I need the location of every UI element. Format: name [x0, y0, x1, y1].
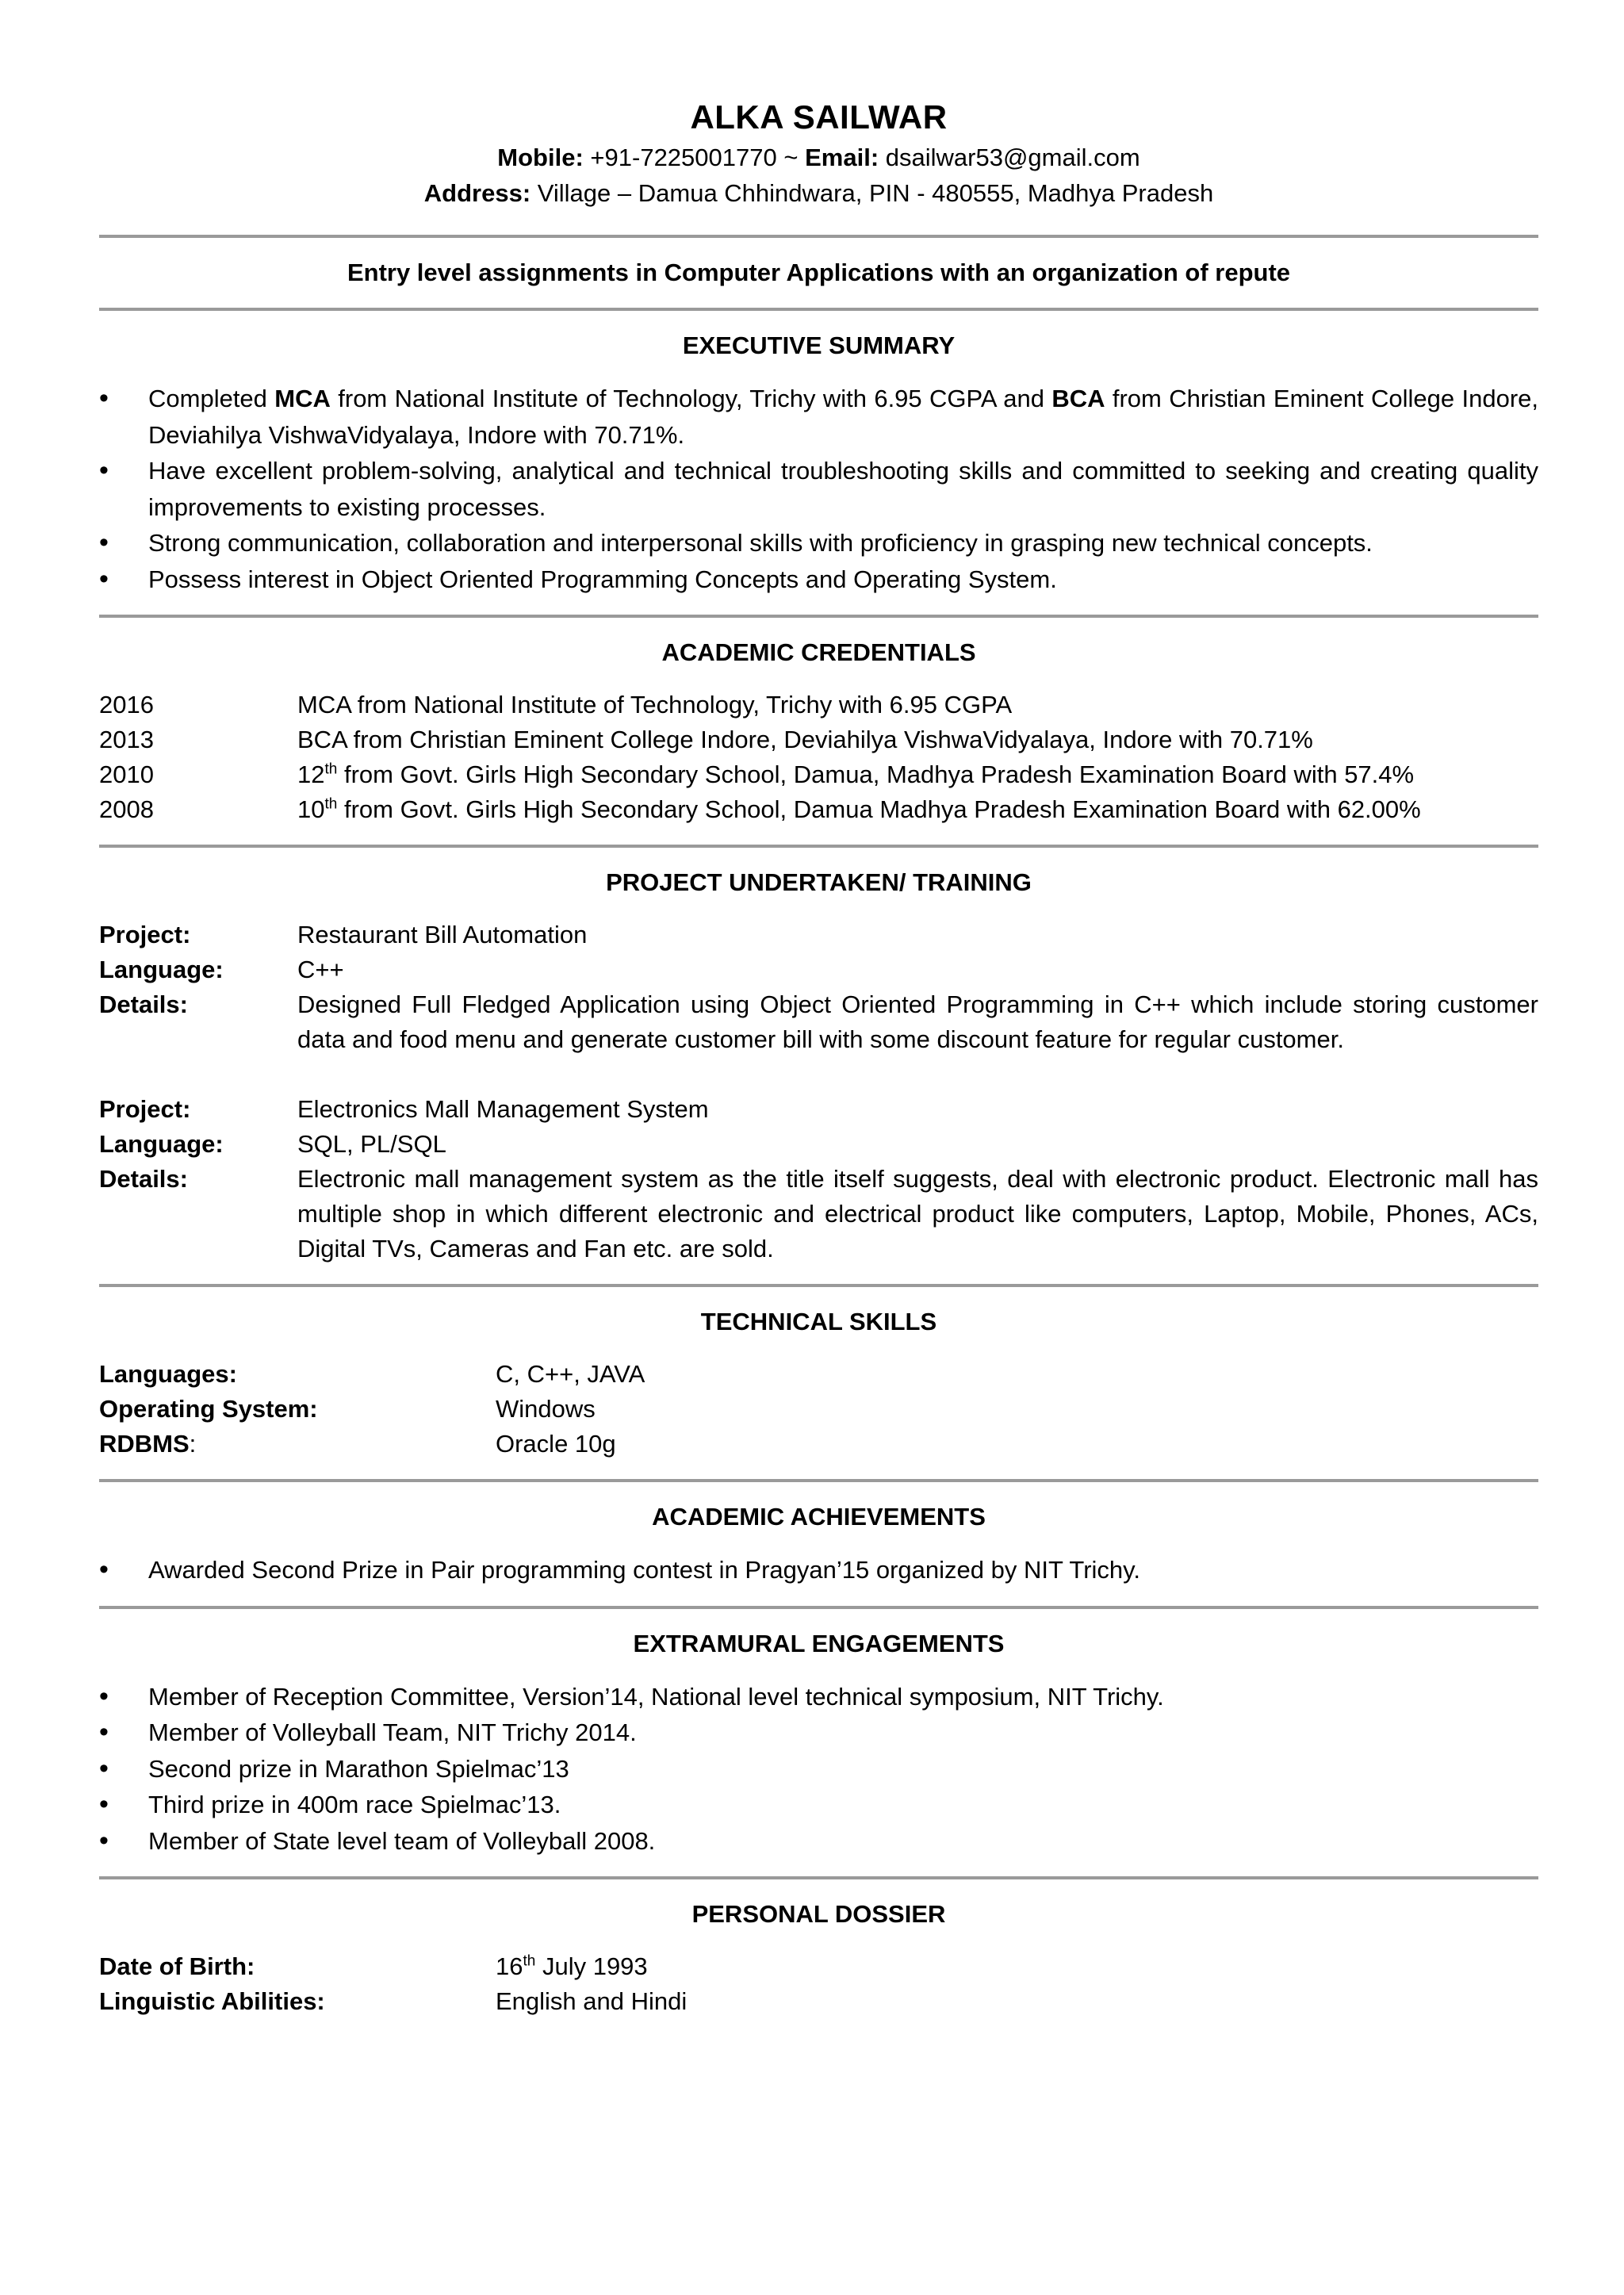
- dob-day: 16: [496, 1952, 523, 1980]
- credential-text: BCA from Christian Eminent College Indore, Deviahilya VishwaVidyalaya, Indore with 70.71%: [297, 726, 1313, 753]
- skill-value: Oracle 10g: [496, 1430, 616, 1458]
- candidate-name: ALKA SAILWAR: [690, 98, 948, 136]
- credential-text: MCA from National Institute of Technology, Trichy with 6.95 CGPA: [297, 691, 1013, 718]
- contact-line: [99, 140, 1538, 175]
- skill-value: C, C++, JAVA: [496, 1360, 645, 1388]
- contact-separator: ~: [783, 144, 799, 171]
- project-title: Electronics Mall Management System: [297, 1095, 709, 1123]
- skill-row: [99, 1427, 1538, 1462]
- skill-row: [99, 1392, 1538, 1427]
- section-heading-extramural: EXTRAMURAL ENGAGEMENTS: [633, 1629, 1005, 1657]
- linguistic-label: Linguistic Abilities:: [99, 1987, 325, 2015]
- credential-text: [297, 757, 1538, 792]
- project-details: Electronic mall management system as the title itself suggests, deal with electronic product. Electronic mall has multiple shop in which different electronic and electrical product like computers, Laptop, Mobile, Phones, ACs, Digital TVs, Cameras and Fan etc. are sold.: [297, 1165, 1538, 1262]
- credential-text: [297, 792, 1538, 827]
- list-item: • Strong communication, collaboration and interpersonal skills with proficiency in grasping new technical concepts.: [99, 525, 1538, 561]
- address-line: [99, 175, 1538, 211]
- details-label: Details:: [99, 1165, 188, 1193]
- ordinal-suffix: th: [324, 761, 338, 778]
- project-row: [99, 1092, 1538, 1127]
- project-label: Project:: [99, 1095, 191, 1123]
- skill-value: Windows: [496, 1395, 596, 1423]
- skill-row: [99, 1357, 1538, 1392]
- list-item: • Member of Volleyball Team, NIT Trichy 2014.: [99, 1715, 1538, 1751]
- credential-detail: from Govt. Girls High Secondary School, Damua Madhya Pradesh Examination Board with 62.00%: [337, 795, 1421, 823]
- skill-label: [99, 1427, 496, 1462]
- list-item: • Second prize in Marathon Spielmac’13: [99, 1751, 1538, 1787]
- career-objective: Entry level assignments in Computer Applications with an organization of repute: [347, 259, 1291, 286]
- personal-row: [99, 1949, 1538, 1984]
- project-row: [99, 1127, 1538, 1162]
- project-label: Project:: [99, 921, 191, 948]
- address-label: Address:: [423, 179, 531, 207]
- grade-number: 10: [297, 795, 325, 823]
- credential-year: 2010: [99, 761, 154, 788]
- extramural-list: [99, 1679, 1538, 1860]
- dob-value: [496, 1949, 1538, 1984]
- mobile-number: +91-7225001770: [590, 144, 777, 171]
- credential-row: [99, 688, 1538, 722]
- list-item: • Have excellent problem-solving, analytical and technical troubleshooting skills and committed to seeking and creating quality improvements to existing processes.: [99, 453, 1538, 525]
- skill-label-colon: :: [189, 1430, 197, 1458]
- list-item: • Member of State level team of Volleyball 2008.: [99, 1823, 1538, 1860]
- grade-number: 12: [297, 761, 325, 788]
- credential-row: [99, 722, 1538, 757]
- skill-label: Operating System:: [99, 1395, 318, 1423]
- list-item: • Member of Reception Committee, Version’14, National level technical symposium, NIT Trichy.: [99, 1679, 1538, 1715]
- resume-page: [99, 95, 1538, 2019]
- project-row: [99, 918, 1538, 952]
- credential-year: 2008: [99, 795, 154, 823]
- email-label: Email:: [805, 144, 879, 171]
- list-item: • Third prize in 400m race Spielmac’13.: [99, 1787, 1538, 1823]
- list-item: • Awarded Second Prize in Pair programming contest in Pragyan’15 organized by NIT Trichy.: [99, 1552, 1538, 1588]
- mobile-label: Mobile:: [497, 144, 584, 171]
- summary-text: from National Institute of Technology, Trichy with 6.95 CGPA and: [330, 385, 1052, 412]
- skill-label: Languages:: [99, 1360, 237, 1388]
- credential-row: [99, 757, 1538, 792]
- language-label: Language:: [99, 956, 224, 983]
- credential-row: [99, 792, 1538, 827]
- project-details: Designed Full Fledged Application using Object Oriented Programming in C++ which include storing customer data and food menu and generate customer bill with some discount feature for regular customer.: [297, 990, 1538, 1053]
- section-heading-academic-credentials: ACADEMIC CREDENTIALS: [661, 638, 976, 666]
- ordinal-suffix: th: [523, 1952, 536, 1970]
- list-item: [99, 381, 1538, 453]
- summary-text: from Christian Eminent College Indore, Deviahilya VishwaVidyalaya, Indore with 70.71%.: [148, 385, 1538, 449]
- skill-label-text: RDBMS: [99, 1430, 190, 1458]
- executive-summary-list: [99, 381, 1538, 597]
- section-heading-personal-dossier: PERSONAL DOSSIER: [691, 1900, 946, 1928]
- address-value: Village – Damua Chhindwara, PIN - 480555, Madhya Pradesh: [537, 179, 1214, 207]
- personal-row: [99, 1984, 1538, 2019]
- section-heading-executive-summary: EXECUTIVE SUMMARY: [682, 331, 956, 359]
- project-row: [99, 987, 1538, 1057]
- email-address[interactable]: dsailwar53@gmail.com: [885, 144, 1140, 171]
- credential-year: 2016: [99, 691, 154, 718]
- ordinal-suffix: th: [324, 795, 338, 813]
- project-row: [99, 952, 1538, 987]
- language-label: Language:: [99, 1130, 224, 1158]
- credential-detail: from Govt. Girls High Secondary School, Damua, Madhya Pradesh Examination Board with 57.4%: [337, 761, 1415, 788]
- details-label: Details:: [99, 990, 188, 1018]
- degree-bca: BCA: [1051, 385, 1105, 412]
- summary-text: Completed: [148, 385, 275, 412]
- section-heading-academic-achievements: ACADEMIC ACHIEVEMENTS: [652, 1503, 986, 1531]
- degree-mca: MCA: [274, 385, 331, 412]
- credential-year: 2013: [99, 726, 154, 753]
- dob-month-year: July 1993: [535, 1952, 648, 1980]
- section-heading-technical-skills: TECHNICAL SKILLS: [700, 1308, 937, 1335]
- project-language: C++: [297, 956, 344, 983]
- achievements-list: [99, 1552, 1538, 1588]
- dob-label: Date of Birth:: [99, 1952, 255, 1980]
- section-heading-projects: PROJECT UNDERTAKEN/ TRAINING: [606, 868, 1032, 896]
- linguistic-value: English and Hindi: [496, 1987, 688, 2015]
- project-language: SQL, PL/SQL: [297, 1130, 446, 1158]
- project-row: [99, 1162, 1538, 1266]
- project-title: Restaurant Bill Automation: [297, 921, 588, 948]
- list-item: • Possess interest in Object Oriented Programming Concepts and Operating System.: [99, 561, 1538, 598]
